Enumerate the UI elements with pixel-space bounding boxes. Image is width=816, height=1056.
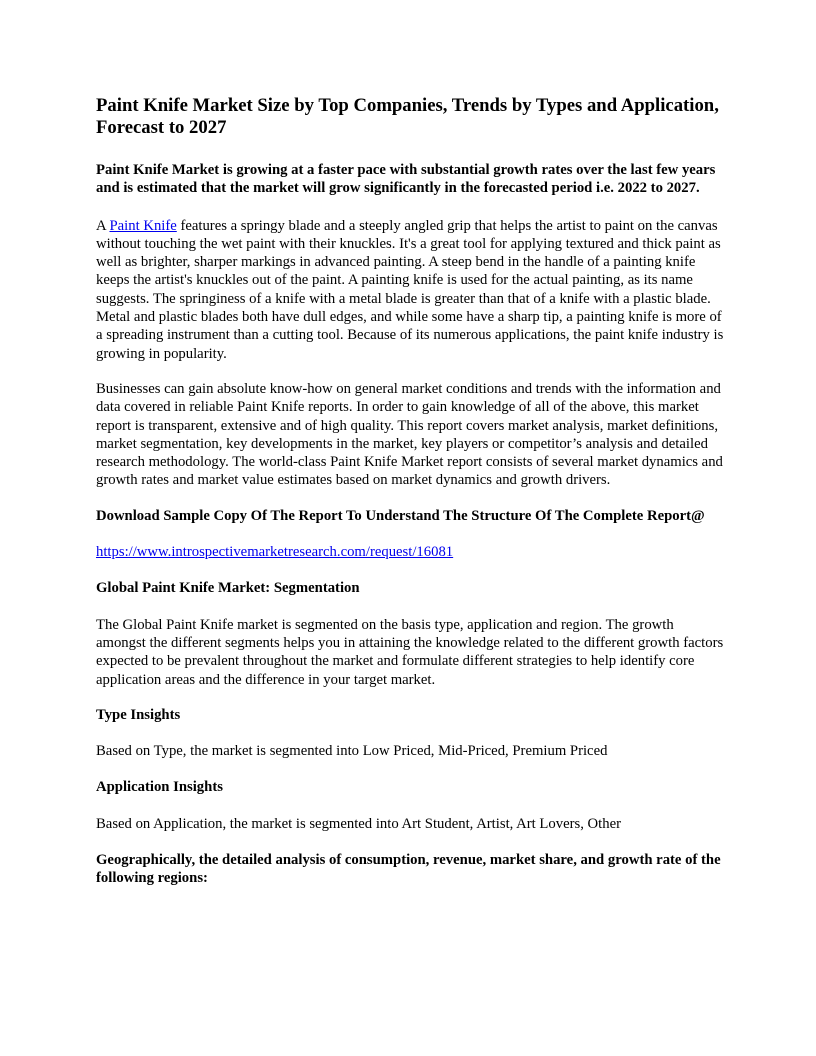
document-page [96,95,724,905]
intro-text: features a springy blade and a steeply angled grip that helps the artist to paint on the canvas without touching the wet paint with their knuckles. It's a great tool for applying textured and thick paint as well as brighter, sharper markings in advanced painting. A steep bend in the handle of a painting knife keeps the artist's knuckles out of the paint. A painting knife is used for the actual painting, as its name suggests. The springiness of a knife with a metal blade is greater than that of a knife with a plastic blade. Metal and plastic blades both have dull edges, and while some have a sharp tip, a painting knife is more of a spreading instrument than a cutting tool. Because of its numerous applications, the paint knife industry is growing in popularity. [96,217,724,362]
intro-prefix: A [96,217,110,234]
document-title: Paint Knife Market Size by Top Companies, Trends by Types and Application, Forecast to 2027 [96,95,719,138]
download-heading: Download Sample Copy Of The Report To Understand The Structure Of The Complete Report@ [96,507,705,524]
application-insights-heading: Application Insights [96,779,223,796]
type-insights-heading: Type Insights [96,706,181,723]
paint-knife-link[interactable]: Paint Knife [109,217,177,234]
segmentation-paragraph: The Global Paint Knife market is segmented on the basis type, application and region. The growth amongst the different segments helps you in attaining the knowledge related to the different growth factors expected to be prevalent throughout the market and formulate different strategies to help identify core application areas and the difference in your target market. [96,616,724,688]
application-insights-paragraph: Based on Application, the market is segmented into Art Student, Artist, Art Lovers, Other [96,815,621,832]
download-link-paragraph [96,543,724,561]
geographic-heading: Geographically, the detailed analysis of consumption, revenue, market share, and growth rate of the following regions: [96,852,721,887]
type-insights-paragraph: Based on Type, the market is segmented into Low Priced, Mid-Priced, Premium Priced [96,743,608,760]
businesses-paragraph: Businesses can gain absolute know-how on general market conditions and trends with the information and data covered in reliable Paint Knife reports. In order to gain knowledge of all of the above, this market report is transparent, extensive and of high quality. This report covers market analysis, market definitions, market segmentation, key developments in the market, key players or competitor’s analysis and detailed research methodology. The world-class Paint Knife Market report consists of several market dynamics and growth rates and market value estimates based on market dynamics and growth drivers. [96,380,723,489]
segmentation-heading: Global Paint Knife Market: Segmentation [96,580,360,597]
intro-paragraph [96,217,724,363]
download-sample-link[interactable]: https://www.introspectivemarketresearch.com/request/16081 [96,544,454,561]
lead-paragraph: Paint Knife Market is growing at a faster pace with substantial growth rates over the last few years and is estimated that the market will grow significantly in the forecasted period i.e. 2022 to 2027. [96,162,716,197]
